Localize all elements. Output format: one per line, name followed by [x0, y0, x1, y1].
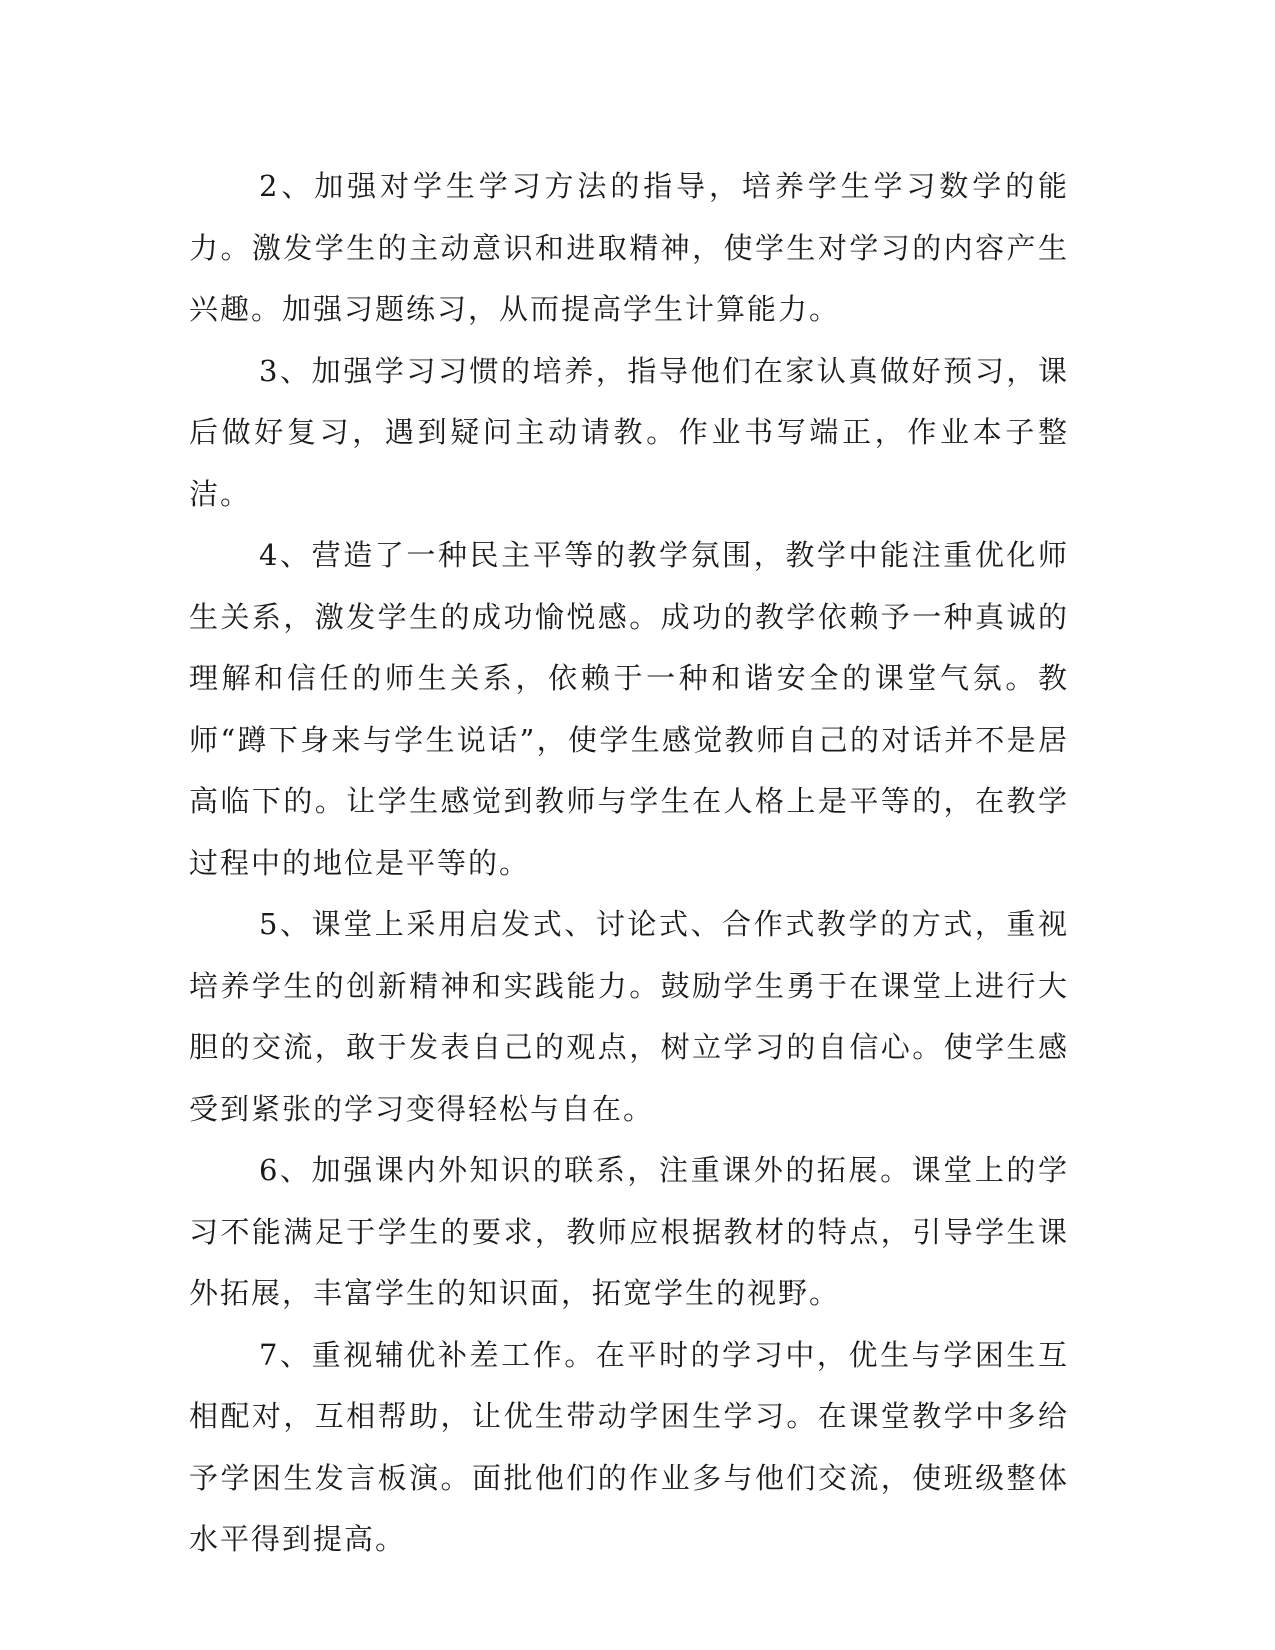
- document-body: [189, 156, 1069, 1571]
- paragraph-7: 7、重视辅优补差工作。在平时的学习中，优生与学困生互相配对，互相帮助，让优生带动学困生学习。在课堂教学中多给予学困生发言板演。面批他们的作业多与他们交流，使班级整体水平得到提高。: [189, 1337, 1069, 1556]
- paragraph-6: 6、加强课内外知识的联系，注重课外的拓展。课堂上的学习不能满足于学生的要求，教师应根据教材的特点，引导学生课外拓展，丰富学生的知识面，拓宽学生的视野。: [189, 1153, 1069, 1310]
- paragraph-4: 4、营造了一种民主平等的教学氛围，教学中能注重优化师生关系，激发学生的成功愉悦感。成功的教学依赖予一种真诚的理解和信任的师生关系，依赖于一种和谐安全的课堂气氛。教师“蹲下身来与学生说话”，使学生感觉教师自己的对话并不是居高临下的。让学生感觉到教师与学生在人格上是平等的，在教学过程中的地位是平等的。: [189, 538, 1069, 880]
- paragraph-2: 2、加强对学生学习方法的指导，培养学生学习数学的能力。激发学生的主动意识和进取精神，使学生对学习的内容产生兴趣。加强习题练习，从而提高学生计算能力。: [189, 169, 1069, 326]
- paragraph-3: 3、加强学习习惯的培养，指导他们在家认真做好预习，课后做好复习，遇到疑问主动请教。作业书写端正，作业本子整洁。: [189, 353, 1069, 511]
- paragraph-5: 5、课堂上采用启发式、讨论式、合作式教学的方式，重视培养学生的创新精神和实践能力。鼓励学生勇于在课堂上进行大胆的交流，敢于发表自己的观点，树立学习的自信心。使学生感受到紧张的学习变得轻松与自在。: [189, 907, 1069, 1126]
